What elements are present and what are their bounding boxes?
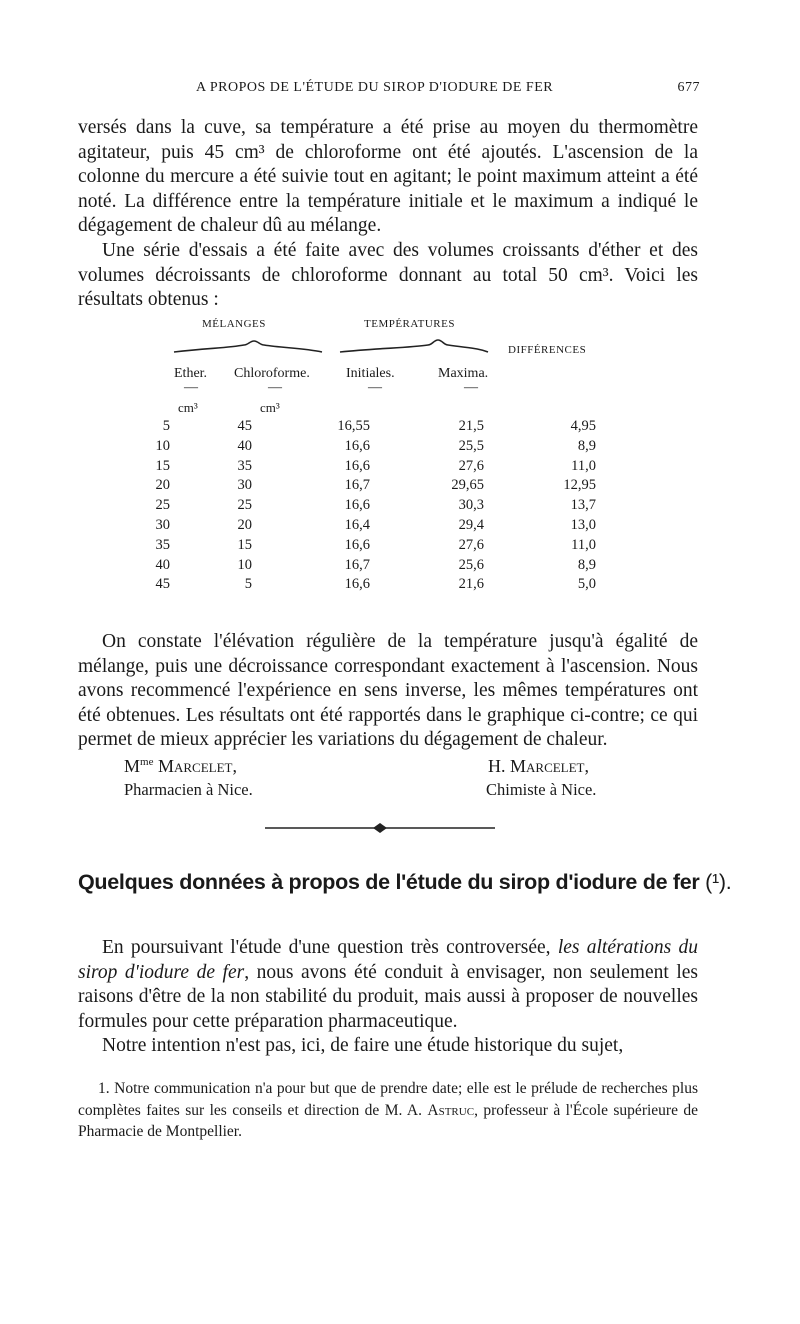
col-header-ether: Ether. [174,366,208,381]
section-paragraph-2: Notre intention n'est pas, ici, de faire une étude historique du sujet, [102,1035,624,1057]
table-row [78,517,698,537]
cell-ether: 30 [155,517,170,533]
footnote-text-b: , professeur à l'École supérieure de Pharmacie de Montpellier. [78,1101,698,1140]
cell-initiale: 16,6 [344,536,370,553]
section-paragraph-1-italic: les altérations du sirop d'iodure de fer [78,937,698,983]
cell-maxima: 25,5 [458,437,484,454]
footnote-author: Astruc [427,1101,475,1119]
cell-difference: 8,9 [577,437,596,454]
cell-maxima: 29,4 [458,517,484,533]
signature-left-surname: Marcelet, [157,756,237,776]
cell-difference: 13,0 [570,517,596,533]
signature-right-name: H. Marcelet, [488,756,589,776]
signature-right-role: Chimiste à Nice. [486,780,597,799]
cell-initiale: 16,7 [344,477,370,494]
conclusion-text [78,630,698,753]
table-row [78,537,698,557]
cell-chloroforme: 45 [237,418,252,434]
unit-chloroforme: cm³ [260,400,280,415]
cell-difference: 5,0 [577,576,596,593]
group-header-differences: DIFFÉRENCES [508,344,587,356]
cell-initiale: 16,6 [344,576,370,593]
group-header-melanges: MÉLANGES [202,318,266,330]
cell-ether: 25 [155,497,170,514]
signature-left-name [124,756,237,777]
intro-paragraph-1: versés dans la cuve, sa température a été prise au moyen du thermomètre agitateur, puis 45 cm³ de chloroforme ont été ajoutés. L'ascension de la colonne du mercure a été suivie tout en agitant; le point maximum atteint a été noté. La différence entre la température initiale et le maximum a indiqué le dégagement de chaleur dû au mélange. [78,117,698,237]
signature-left-role: Pharmacien à Nice. [124,780,253,799]
cell-maxima: 30,3 [458,497,484,514]
cell-difference: 4,95 [570,418,596,434]
col-header-chloroforme: Chloroforme. [234,366,310,381]
cell-chloroforme: 20 [237,517,252,533]
section-paragraph-1 [78,936,698,1034]
cell-initiale: 16,6 [344,457,370,474]
table-row [78,458,698,478]
cell-chloroforme: 25 [237,497,252,514]
dash-maxima: — [464,380,478,395]
footnote-text-a: 1. Notre communication n'a pour but que de prendre date; elle est le prélude de recherches plus complètes faites sur les conseils et direction de M. A. [78,1080,698,1119]
cell-ether: 5 [162,418,170,434]
cell-maxima: 29,65 [451,477,484,494]
section-paragraph-1-b: , nous avons été conduit à envisager, non seulement les raisons d'être de la non stabilité du produit, mais aussi à proposer de nouvelles formules pour cette préparation pharmaceutique. [78,961,699,1032]
cell-ether: 45 [155,576,170,593]
table-row [78,557,698,577]
cell-difference: 11,0 [571,457,596,474]
table-row [78,497,698,517]
section-footnote-ref: (¹). [705,870,732,894]
cell-initiale: 16,6 [344,437,370,454]
section-body [78,936,698,1059]
table-row [78,576,698,596]
cell-difference: 8,9 [577,556,596,573]
cell-chloroforme: 5 [244,576,252,593]
section-divider-ornament [265,822,495,834]
section-title-text: Quelques données à propos de l'étude du sirop d'iodure de fer [78,870,700,894]
table-row [78,438,698,458]
cell-initiale: 16,7 [344,556,370,573]
section-title [78,870,732,895]
cell-chloroforme: 10 [237,556,252,573]
unit-ether: cm³ [178,400,198,415]
cell-difference: 13,7 [570,497,596,514]
cell-chloroforme: 35 [237,457,252,474]
cell-initiale: 16,4 [344,517,370,533]
table-row [78,477,698,497]
cell-maxima: 25,6 [458,556,484,573]
cell-ether: 35 [155,536,170,553]
brace-lines [78,332,698,354]
cell-chloroforme: 30 [237,477,252,494]
cell-initiale: 16,55 [337,418,370,434]
running-head-title: A PROPOS DE L'ÉTUDE DU SIROP D'IODURE DE FER [196,80,554,95]
page-number: 677 [677,80,700,95]
cell-difference: 12,95 [563,477,596,494]
intro-paragraph-2: Une série d'essais a été faite avec des volumes croissants d'éther et des volumes décroissants de chloroforme donnant au total 50 cm³. Voici les résultats obtenus : [78,239,698,311]
cell-chloroforme: 15 [237,536,252,553]
cell-maxima: 21,6 [458,576,484,593]
cell-maxima: 27,6 [458,457,484,474]
cell-difference: 11,0 [571,536,596,553]
table-row [78,418,698,438]
signature-left-prefix: M [124,756,141,776]
dash-chloroforme: — [268,380,282,395]
footnote-text [78,1078,698,1143]
dash-initiales: — [368,380,382,395]
conclusion-paragraph: On constate l'élévation régulière de la température jusqu'à égalité de mélange, puis une décroissance correspondant exactement à l'ascension. Nous avons recommencé l'expérience en sens inverse, les mêmes températures ont été obtenues. Les résultats ont été rapportés dans le graphique ci-contre; ce qui permet de mieux apprécier les variations du dégagement de chaleur. [78,631,698,751]
intro-text [78,116,698,313]
cell-ether: 20 [155,477,170,494]
dash-ether: — [184,380,198,395]
footnote [78,1078,698,1143]
col-header-maxima: Maxima. [438,366,489,381]
cell-ether: 10 [155,437,170,454]
cell-chloroforme: 40 [237,437,252,454]
cell-maxima: 21,5 [458,418,484,434]
cell-ether: 15 [155,457,170,474]
section-paragraph-1-a: En poursuivant l'étude d'une question très controversée, [102,937,558,958]
cell-initiale: 16,6 [344,497,370,514]
cell-maxima: 27,6 [458,536,484,553]
cell-ether: 40 [155,556,170,573]
col-header-initiales: Initiales. [346,366,395,381]
group-header-temperatures: TEMPÉRATURES [364,318,455,330]
signature-left-sup: me [140,756,154,768]
results-table [78,318,698,618]
